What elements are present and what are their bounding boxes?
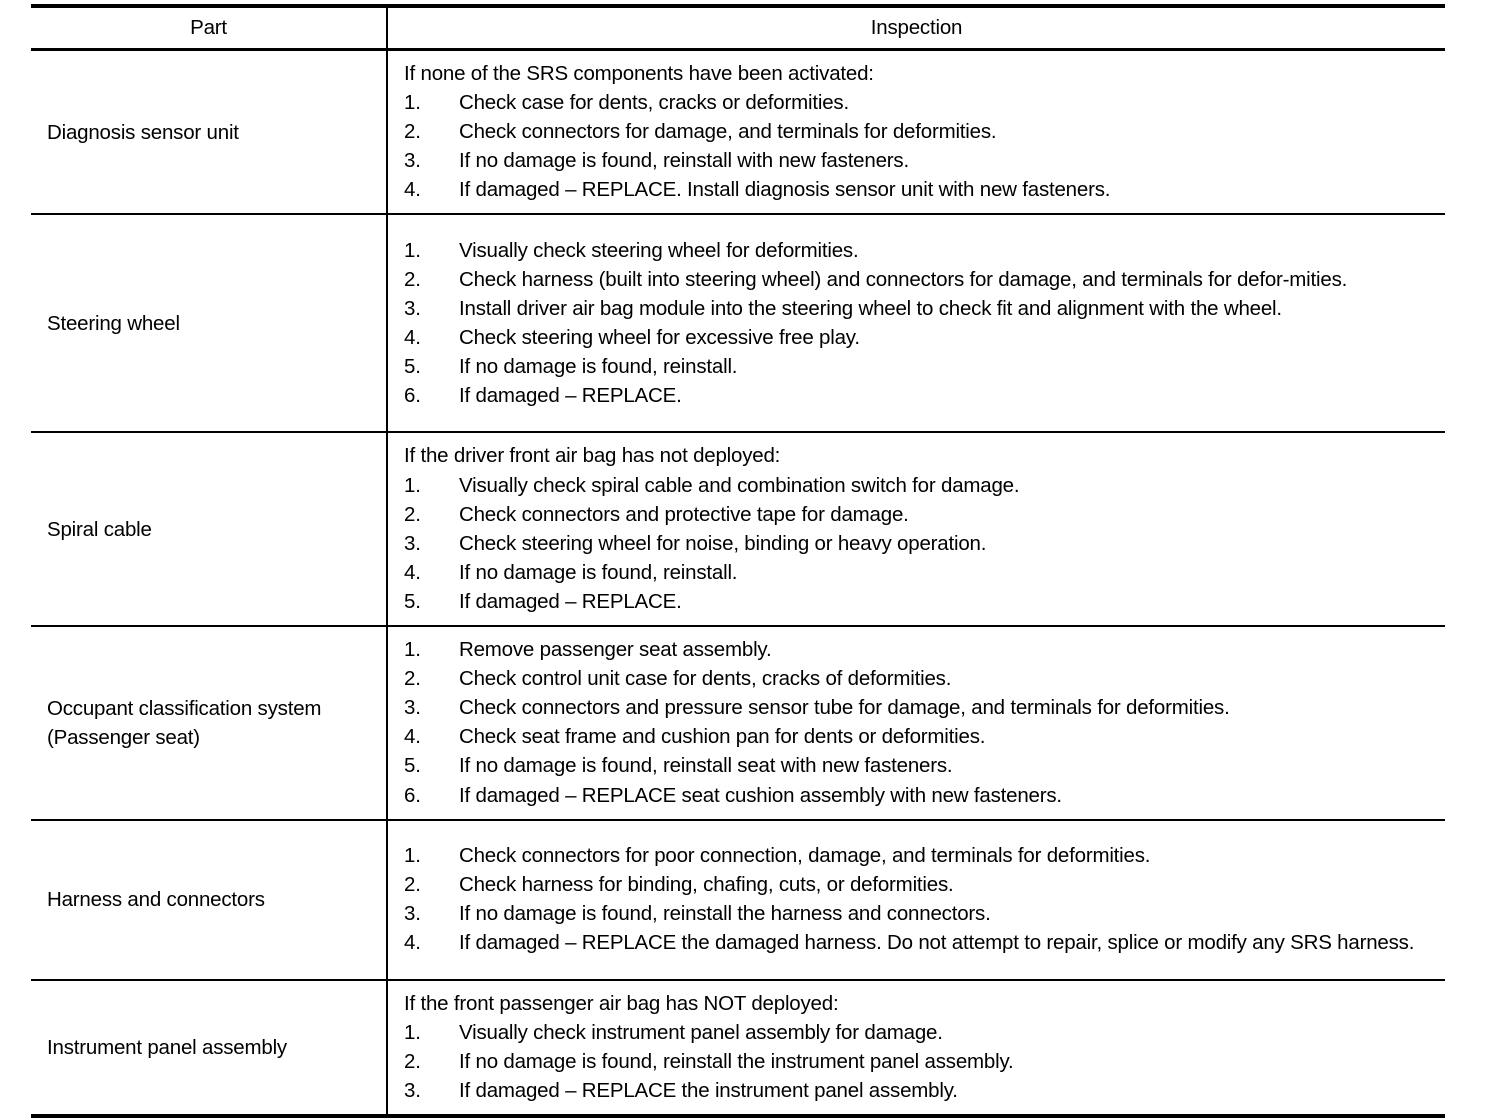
srs-inspection-table: [31, 4, 1445, 1118]
inspection-step: [404, 381, 1429, 410]
table-row: [31, 432, 1445, 626]
inspection-step: [404, 664, 1429, 693]
step-number: 1.: [404, 1020, 421, 1044]
step-text: Check harness for binding, chafing, cuts, or deformities.: [459, 873, 954, 896]
step-number: 3.: [404, 1078, 421, 1102]
step-number: 1.: [404, 91, 421, 115]
column-header-part: Part: [31, 6, 387, 50]
step-text: If damaged – REPLACE.: [459, 589, 682, 613]
inspection-step: [404, 352, 1429, 381]
step-number: 1.: [404, 238, 421, 262]
step-text: If damaged – REPLACE.: [459, 384, 682, 408]
inspection-step: [404, 587, 1429, 616]
step-text: Visually check steering wheel for deformities.: [459, 238, 859, 262]
table-body: [31, 50, 1445, 1116]
step-number: 2.: [404, 120, 421, 144]
inspection-step: [404, 841, 1429, 870]
inspection-step: [404, 175, 1429, 204]
step-text: If damaged – REPLACE the instrument panel assembly.: [459, 1078, 958, 1102]
step-number: 2.: [404, 1049, 421, 1073]
step-text: Check steering wheel for excessive free play.: [459, 325, 860, 349]
step-text: Visually check spiral cable and combination switch for damage.: [459, 473, 1020, 497]
table-row: [31, 50, 1445, 215]
step-number: 3.: [404, 531, 421, 555]
inspection-step: [404, 323, 1429, 352]
step-number: 6.: [404, 783, 421, 807]
step-number: 4.: [404, 931, 421, 955]
inspection-cell: [387, 820, 1445, 980]
inspection-step: [404, 928, 1429, 957]
step-number: 1.: [404, 843, 421, 867]
step-text: If no damage is found, reinstall the instrument panel assembly.: [459, 1049, 1014, 1073]
table-row: [31, 214, 1445, 432]
inspection-step: [404, 500, 1429, 529]
step-text: Visually check instrument panel assembly for damage.: [459, 1020, 943, 1044]
inspection-cell: [387, 432, 1445, 626]
step-number: 4.: [404, 178, 421, 202]
step-number: 5.: [404, 589, 421, 613]
inspection-cell: [387, 980, 1445, 1116]
inspection-intro: If the front passenger air bag has NOT deployed:: [404, 991, 839, 1015]
inspection-step: [404, 722, 1429, 751]
step-number: 4.: [404, 325, 421, 349]
step-number: 2.: [404, 667, 421, 691]
step-text: If no damage is found, reinstall the harness and connectors.: [459, 902, 991, 926]
step-text: Check connectors and pressure sensor tube for damage, and terminals for deformities.: [459, 696, 1230, 720]
inspection-step: [404, 471, 1429, 500]
step-text: Check case for dents, cracks or deformities.: [459, 91, 849, 115]
part-cell: Instrument panel assembly: [31, 980, 387, 1116]
table-row: [31, 820, 1445, 980]
part-cell: Diagnosis sensor unit: [31, 50, 387, 215]
table-row: [31, 980, 1445, 1116]
inspection-step: [404, 635, 1429, 664]
step-number: 1.: [404, 473, 421, 497]
step-number: 4.: [404, 560, 421, 584]
step-text: If no damage is found, reinstall seat with new fasteners.: [459, 754, 953, 778]
step-number: 3.: [404, 296, 421, 320]
step-number: 5.: [404, 355, 421, 379]
inspection-step: [404, 558, 1429, 587]
part-cell: Spiral cable: [31, 432, 387, 626]
inspection-step: [404, 1076, 1429, 1105]
step-text: Check connectors for damage, and terminals for deformities.: [459, 120, 997, 144]
inspection-cell: [387, 50, 1445, 215]
step-text: If damaged – REPLACE the damaged harness. Do not attempt to repair, splice or modify any SRS harness.: [459, 931, 1415, 955]
step-text: If damaged – REPLACE. Install diagnosis sensor unit with new fasteners.: [459, 178, 1111, 202]
step-text: Check harness (built into steering wheel) and connectors for damage, and terminals for defor-mities.: [459, 267, 1348, 291]
inspection-intro: If the driver front air bag has not deployed:: [404, 444, 781, 468]
part-cell: Harness and connectors: [31, 820, 387, 980]
step-text: Check connectors for poor connection, damage, and terminals for deformities.: [459, 843, 1151, 867]
step-text: Check control unit case for dents, cracks of deformities.: [459, 667, 952, 691]
step-text: If no damage is found, reinstall.: [459, 560, 738, 584]
part-cell: [31, 626, 387, 820]
step-text: Check steering wheel for noise, binding or heavy operation.: [459, 531, 987, 555]
inspection-step: [404, 781, 1429, 810]
inspection-step: [404, 899, 1429, 928]
step-text: Check connectors and protective tape for damage.: [459, 502, 909, 526]
step-number: 3.: [404, 696, 421, 720]
inspection-step: [404, 693, 1429, 722]
step-number: 2.: [404, 502, 421, 526]
inspection-step: [404, 236, 1429, 265]
step-text: Remove passenger seat assembly.: [459, 638, 772, 662]
step-number: 2.: [404, 873, 421, 896]
inspection-cell: [387, 214, 1445, 432]
step-number: 3.: [404, 902, 421, 926]
part-name-line: (Passenger seat): [47, 725, 200, 749]
inspection-step: [404, 1018, 1429, 1047]
inspection-cell: [387, 626, 1445, 820]
inspection-step: [404, 1047, 1429, 1076]
step-number: 4.: [404, 725, 421, 749]
inspection-step: [404, 751, 1429, 780]
step-number: 3.: [404, 149, 421, 173]
inspection-step: [404, 117, 1429, 146]
part-cell: Steering wheel: [31, 214, 387, 432]
step-number: 1.: [404, 638, 421, 662]
inspection-step: [404, 529, 1429, 558]
inspection-step: [404, 146, 1429, 175]
step-number: 5.: [404, 754, 421, 778]
header-row: [31, 6, 1445, 50]
step-number: 2.: [404, 267, 421, 291]
inspection-intro: If none of the SRS components have been activated:: [404, 62, 874, 85]
column-header-inspection: Inspection: [387, 6, 1445, 50]
step-text: Install driver air bag module into the steering wheel to check fit and alignment with the wheel.: [459, 296, 1282, 320]
inspection-step: [404, 870, 1429, 899]
inspection-step: [404, 294, 1429, 323]
step-text: If damaged – REPLACE seat cushion assembly with new fasteners.: [459, 783, 1062, 807]
step-text: If no damage is found, reinstall with new fasteners.: [459, 149, 909, 173]
inspection-step: [404, 265, 1429, 294]
step-text: Check seat frame and cushion pan for dents or deformities.: [459, 725, 986, 749]
part-name-line: Occupant classification system: [47, 696, 322, 720]
table-row: [31, 626, 1445, 820]
step-text: If no damage is found, reinstall.: [459, 355, 738, 379]
table-header: [31, 6, 1445, 50]
inspection-step: [404, 88, 1429, 117]
step-number: 6.: [404, 384, 421, 408]
